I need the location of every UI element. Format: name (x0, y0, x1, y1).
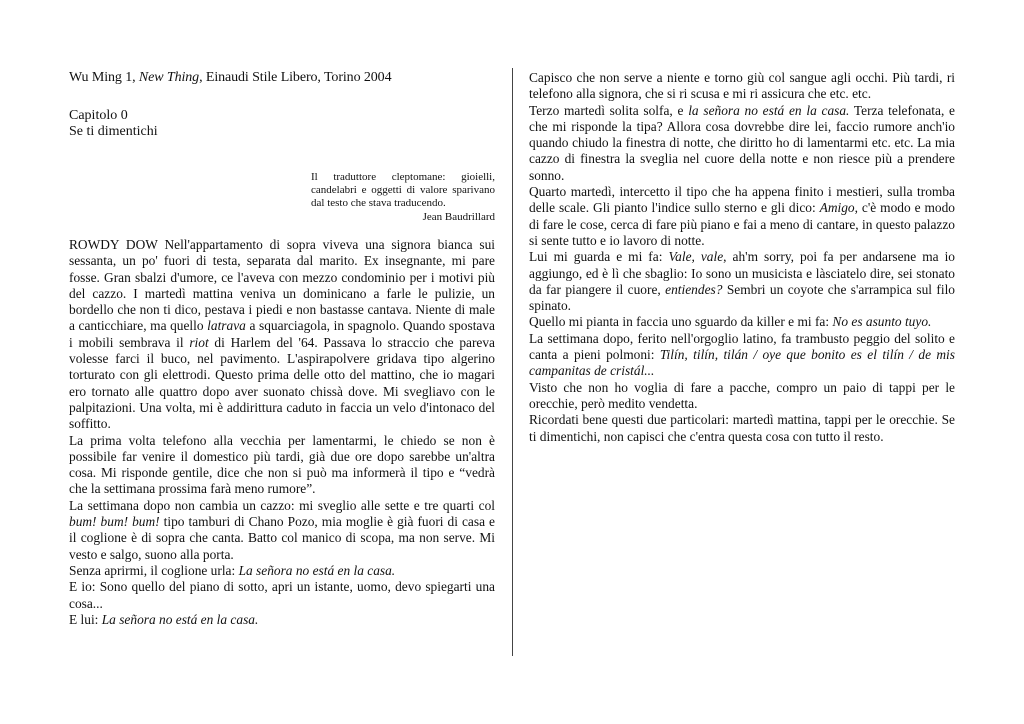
epigraph-author: Jean Baudrillard (422, 211, 495, 223)
paragraph: Terzo martedì solita solfa, e la señora no está en la casa. Terza telefonata, e che mi risponde la tipa? Allora cosa dovrebbe dire lei, faccio rumore anch'io quando chiudo la finestra di notte, che diritto ho di lamentarmi etc. etc. La mia cazzo di finestra la sveglia nel cuore della notte e non riesce più a prendere sonno. (529, 102, 955, 183)
paragraph: Capisco che non serve a niente e torno giù col sangue agli occhi. Più tardi, ri telefono alla signora, che si ri scusa e mi ri assicura che etc. etc. (529, 70, 955, 102)
paragraph: La settimana dopo, ferito nell'orgoglio latino, fa trambusto peggio del solito e canta a pieni polmoni: Tilín, tilín, tilán / oye que bonito es el tilín / de mis campanitas de cristál... (529, 330, 955, 379)
paragraph: La prima volta telefono alla vecchia per lamentarmi, le chiedo se non è possibile far venire il domestico più tardi, già due ore dopo sarebbe un'altra cosa. Mi risponde gentile, dice che non si può ma informerà il tipo e “vedrà che la settimana prossima farà meno rumore”. (69, 432, 495, 497)
citation-title: New Thing (138, 70, 200, 85)
paragraph: Visto che non ho voglia di fare a pacche, compro un paio di tappi per le orecchie, però medito vendetta. (529, 379, 955, 411)
paragraph: Ricordati bene questi due particolari: martedì mattina, tappi per le orecchie. Se ti dimentichi, non capisci che c'entra questa cosa con tutto il resto. (529, 412, 955, 444)
paragraph: E lui: La señora no está en la casa. (69, 611, 259, 627)
right-column (529, 70, 955, 445)
paragraph: ROWDY DOW Nell'appartamento di sopra viveva una signora bianca sui sessanta, un po' fuori di testa, separata dal marito. Ex insegnante, mi pare fosse. Gran sbalzi d'umore, ce l'aveva con mezzo condominio per i motivi più del cazzo. I martedì mattina veniva un dominicano a farle le pulizie, un bordello che non ti dico, pestava i piedi e non bastasse cantava. Niente di male a canticchiare, ma quello latrava a squarciagola, in spagnolo. Quando spostava i mobili sembrava il riot di Harlem del '64. Passava lo straccio che pareva volesse farci il buco, nel pavimento. L'aspirapolvere gridava tipo algerino torturato con gli elettrodi. Questo prima delle otto del mattino, che io magari ero tornato alle quattro dopo aver suonato chissà dove. Mi svegliavo con le palpitazioni. Una volta, mi è addirittura caduto in faccia un velo d'intonaco del soffitto. (69, 237, 496, 432)
column-divider (512, 68, 513, 656)
epigraph-quote: Il traduttore cleptomane: gioielli, candelabri e oggetti di valore sparivano dal testo che stava traducendo. (311, 171, 495, 209)
citation-publisher: , Einaudi Stile Libero, Torino 2004 (199, 70, 392, 85)
paragraph: Lui mi guarda e mi fa: Vale, vale, ah'm sorry, poi fa per andarsene ma io aggiungo, ed è lì che sbaglio: Io sono un musicista e làsciatelo dire, sei stonato da far piangere il cuore, entiendes? Sembri un coyote che s'arrampica sul filo spinato. (529, 249, 955, 314)
chapter-heading (69, 108, 495, 140)
paragraph: La settimana dopo non cambia un cazzo: mi sveglio alle sette e tre quarti col bum! bum! bum! tipo tamburi di Chano Pozo, mia moglie è già fuori di casa e il coglione è di sopra che canta. Batto col manico di scopa, ma non serve. Mi vesto e salgo, suono alla porta. (69, 497, 495, 562)
left-body (69, 237, 495, 628)
book-citation (69, 70, 495, 86)
citation-author: Wu Ming 1, (69, 70, 139, 85)
chapter-number: Capitolo 0 (69, 108, 128, 123)
paragraph: E io: Sono quello del piano di sotto, apri un istante, uomo, devo spiegarti una cosa... (69, 579, 495, 611)
left-column (69, 70, 495, 628)
paragraph: Quarto martedì, intercetto il tipo che ha appena finito i mestieri, sulla tromba delle scale. Gli pianto l'indice sullo sterno e gli dico: Amigo, c'è modo e modo di fare le cose, cerca di fare più piano e fai a meno di cantare, in questo palazzo si sente tutto e io lavoro di notte. (529, 184, 956, 248)
chapter-title: Se ti dimentichi (69, 124, 158, 139)
paragraph: Quello mi pianta in faccia uno sguardo da killer e mi fa: No es asunto tuyo. (529, 314, 932, 330)
paragraph: Senza aprirmi, il coglione urla: La señora no está en la casa. (69, 562, 396, 578)
epigraph (311, 171, 495, 224)
